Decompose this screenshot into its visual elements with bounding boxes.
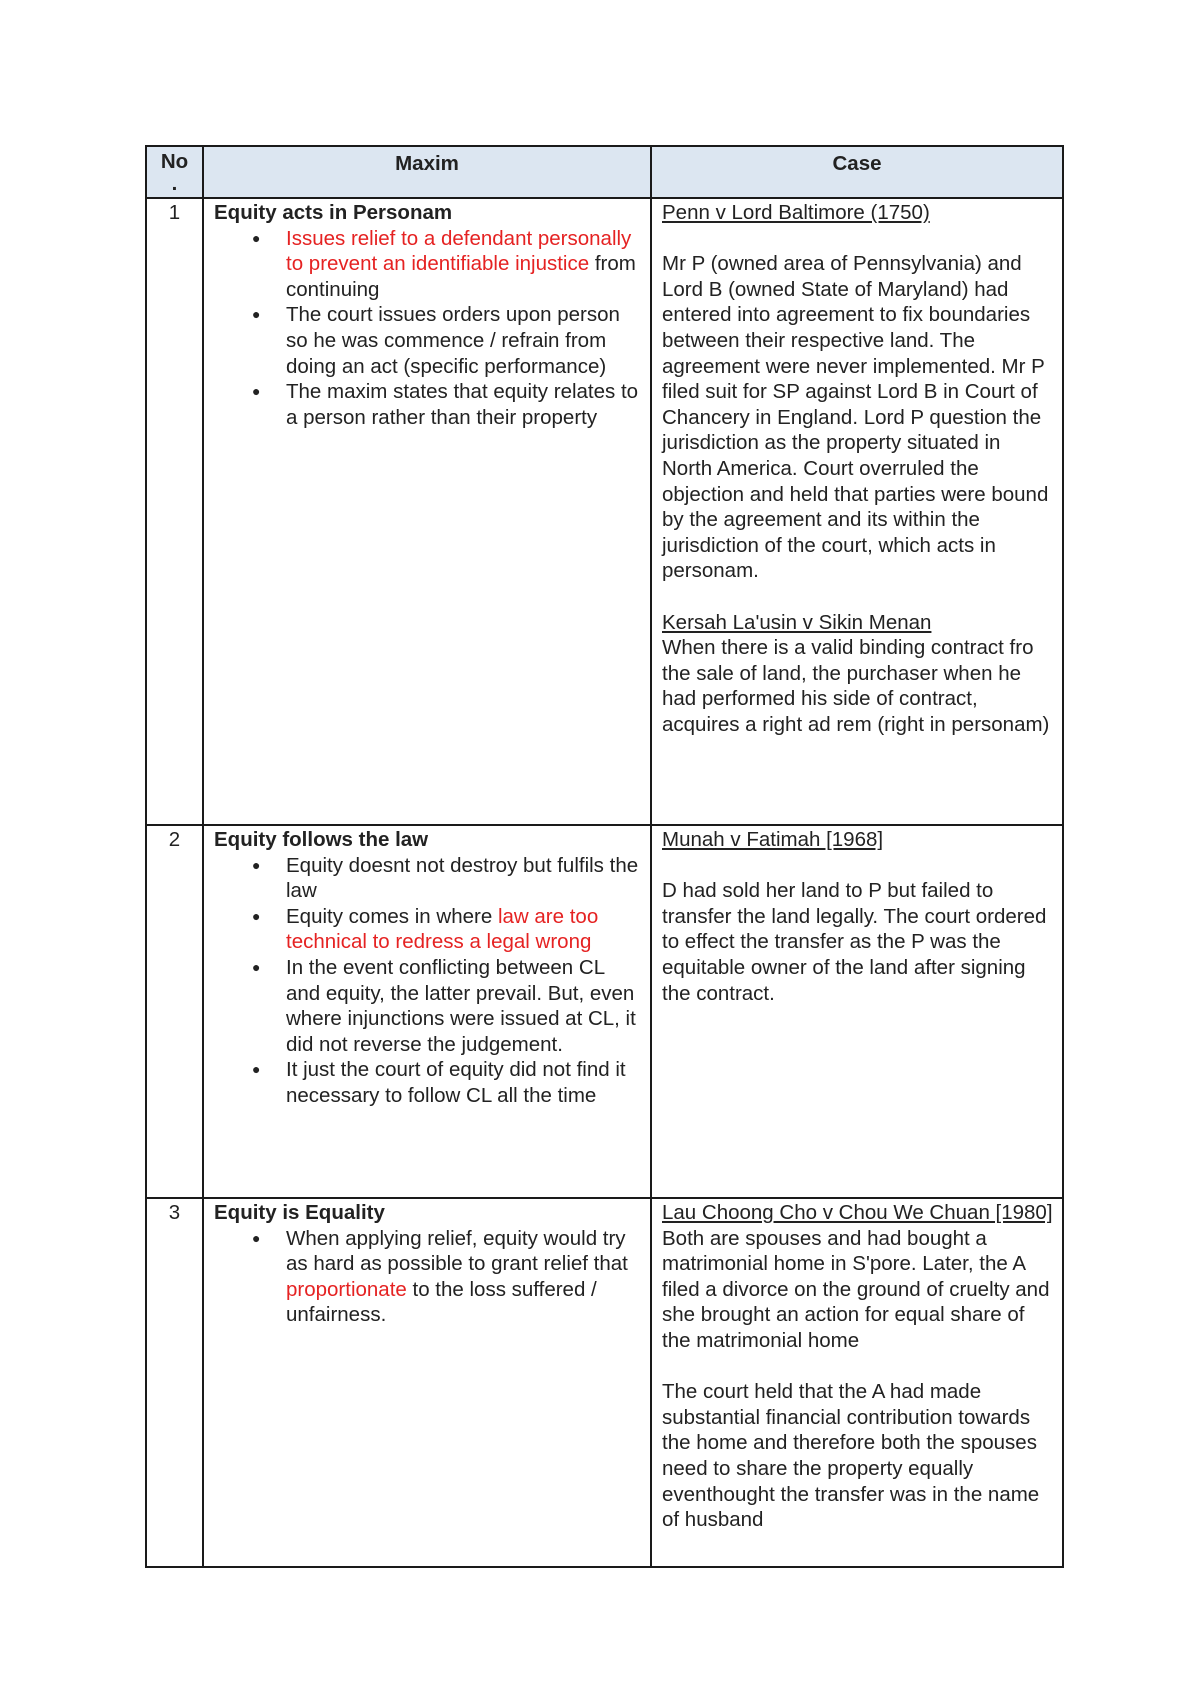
highlight-text: law are too technical to redress a legal wrong	[286, 904, 599, 954]
list-item	[214, 379, 640, 430]
list-item	[214, 226, 640, 303]
header-no	[146, 146, 203, 198]
point-text: from continuing	[286, 252, 636, 301]
highlight-text: Issues relief to a defendant personally to prevent an identifiable injustice	[286, 226, 632, 276]
bullet-dot-icon: ●	[252, 306, 261, 323]
point-text: In the event conflicting between CL and equity, the latter prevail. But, even where injunctions were issued at CL, it did not reverse the judgement.	[286, 955, 636, 1056]
maxim-points	[214, 1226, 640, 1328]
list-item	[214, 853, 640, 904]
case-name: Penn v Lord Baltimore (1750)	[662, 201, 930, 224]
maxim-cell	[203, 825, 651, 1198]
highlight-text: proportionate	[286, 1277, 407, 1301]
row-number: 1	[146, 198, 203, 825]
header-row	[146, 146, 1063, 198]
maxim-points	[214, 853, 640, 1109]
case-description: The court held that the A had made substantial financial contribution towards the home and therefore both the spouses need to share the property equally eventhought the transfer was in the name of husband	[662, 1380, 1040, 1532]
bullet-dot-icon: ●	[252, 907, 261, 924]
list-item	[214, 1226, 640, 1328]
point-text: The court issues orders upon person so he was commence / refrain from doing an act (specific performance)	[286, 303, 620, 378]
header-maxim: Maxim	[203, 146, 651, 198]
case-cell	[651, 198, 1063, 825]
bullet-dot-icon: ●	[252, 1061, 261, 1078]
maxim-points	[214, 226, 640, 431]
case-cell	[651, 1198, 1063, 1567]
list-item	[214, 955, 640, 1057]
header-case: Case	[651, 146, 1063, 198]
point-text: It just the court of equity did not find it necessary to follow CL all the time	[286, 1058, 626, 1107]
point-text: The maxim states that equity relates to a person rather than their property	[286, 380, 639, 429]
case-description: Both are spouses and had bought a matrimonial home in S'pore. Later, the A filed a divorce on the ground of cruelty and she brought an action for equal share of the matrimonial home	[662, 1226, 1050, 1352]
list-item	[214, 302, 640, 379]
table-row	[146, 825, 1063, 1198]
list-item	[214, 904, 640, 955]
list-item	[214, 1057, 640, 1108]
case-name: Lau Choong Cho v Chou We Chuan [1980]	[662, 1201, 1053, 1224]
point-text: to the loss suffered / unfairness.	[286, 1277, 597, 1327]
table-row	[146, 198, 1063, 825]
bullet-dot-icon: ●	[252, 229, 261, 246]
maxim-title: Equity acts in Personam	[214, 201, 453, 224]
maxim-cell	[203, 198, 651, 825]
point-text: Equity comes in where	[286, 904, 498, 928]
case-description: D had sold her land to P but failed to transfer the land legally. The court ordered to effect the transfer as the P was the equitable owner of the land after signing the contract.	[662, 879, 1047, 1005]
bullet-dot-icon: ●	[252, 958, 261, 975]
case-name: Kersah La'usin v Sikin Menan	[662, 610, 932, 634]
maxims-table	[145, 145, 1064, 1568]
case-description: When there is a valid binding contract fro the sale of land, the purchaser when he had performed his side of contract, acquires a right ad rem (right in personam)	[662, 636, 1050, 736]
point-text: Equity doesnt not destroy but fulfils the law	[286, 853, 639, 903]
bullet-dot-icon: ●	[252, 1229, 261, 1246]
point-text: When applying relief, equity would try as hard as possible to grant relief that	[286, 1226, 628, 1276]
maxim-title: Equity is Equality	[214, 1201, 385, 1224]
bullet-dot-icon: ●	[252, 383, 261, 400]
case-description: Mr P (owned area of Pennsylvania) and Lord B (owned State of Maryland) had entered into agreement to fix boundaries between their respective land. The agreement were never implemented. Mr P filed suit for SP against Lord B in Court of Chancery in England. Lord P question the jurisdiction as the property situated in North America. Court overruled the objection and held that parties were bound by the agreement and its within the jurisdiction of the court, which acts in personam.	[662, 252, 1049, 583]
header-no-dot: .	[171, 172, 178, 195]
row-number: 2	[146, 825, 203, 1198]
row-number: 3	[146, 1198, 203, 1567]
case-cell	[651, 825, 1063, 1198]
header-no-label: No	[160, 150, 189, 173]
table-row	[146, 1198, 1063, 1567]
maxim-title: Equity follows the law	[214, 828, 429, 851]
bullet-dot-icon: ●	[252, 856, 261, 873]
maxim-cell	[203, 1198, 651, 1567]
case-name: Munah v Fatimah [1968]	[662, 828, 884, 851]
